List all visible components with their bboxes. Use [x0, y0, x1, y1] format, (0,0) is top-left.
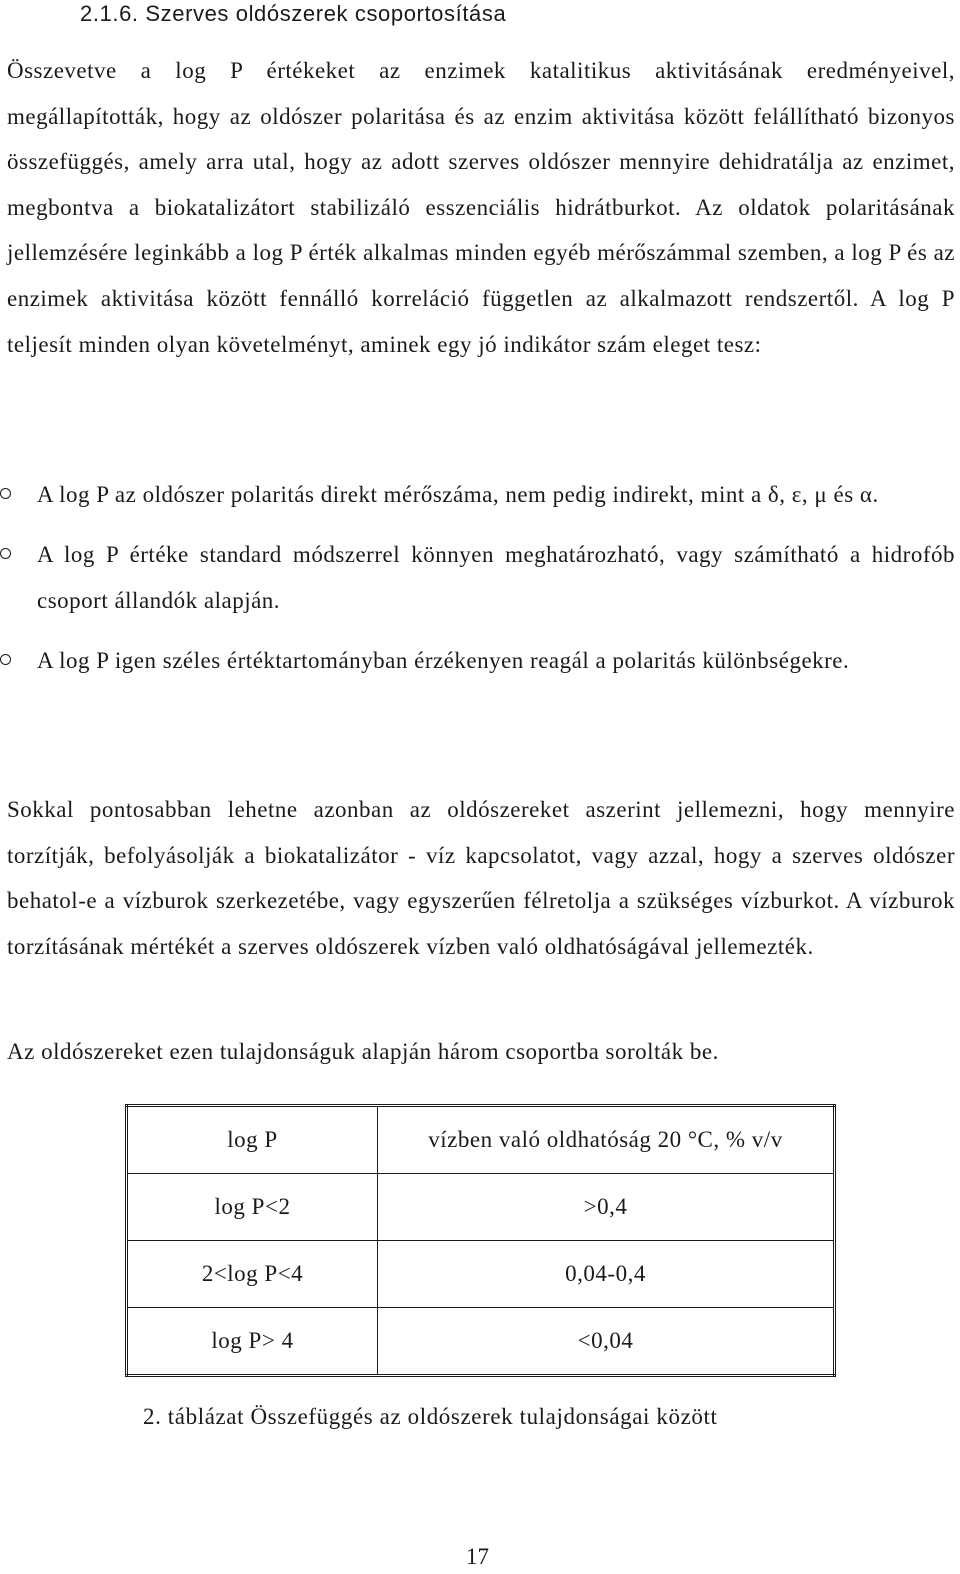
table-cell: log P<2: [127, 1174, 378, 1241]
bullet-text: A log P igen széles értéktartományban érzékenyen reagál a polaritás különbségekre.: [37, 647, 850, 673]
table-cell: <0,04: [378, 1308, 835, 1376]
body-paragraph-1: Összevetve a log P értékeket az enzimek katalitikus aktivitásának eredményeivel, megállapították, hogy az oldószer polaritása és az enzim aktivitása között felállítható bizonyos összefüggés, amely arra utal, hogy az adott szerves oldószer mennyire dehidratálja az enzimet, megbontva a biokatalizátort stabilizáló esszenciális hidrátburkot. Az oldatok polaritásának jellemzésére leginkább a log P érték alkalmas minden egyéb mérőszámmal szemben, a log P és az enzimek aktivitása között fennálló korreláció független az alkalmazott rendszertől. A log P teljesít minden olyan követelményt, aminek egy jó indikátor szám eleget tesz:: [7, 58, 955, 357]
bullet-icon: [0, 548, 11, 559]
bullet-item: [0, 472, 955, 518]
table-cell: >0,4: [378, 1174, 835, 1241]
table-row: [127, 1308, 835, 1376]
table-header-row: [127, 1106, 835, 1174]
table-cell: 0,04-0,4: [378, 1241, 835, 1308]
table-row: [127, 1241, 835, 1308]
bullet-text: A log P az oldószer polaritás direkt mérőszáma, nem pedig indirekt, mint a δ, ε, μ és α.: [37, 482, 879, 507]
table-cell: log P: [127, 1106, 378, 1174]
body-paragraph-2: Sokkal pontosabban lehetne azonban az oldószereket aszerint jellemezni, hogy mennyire torzítják, befolyásolják a biokatalizátor - víz kapcsolatot, vagy azzal, hogy a szerves oldószer behatol-e a vízburok szerkezetébe, vagy egyszerűen félretolja a szükséges vízburkot. A vízburok torzításának mértékét a szerves oldószerek vízben való oldhatóságával jellemezték.: [7, 797, 955, 959]
page-number: 17: [466, 1544, 489, 1569]
bullet-icon: [0, 488, 11, 499]
body-paragraph-3: Az oldószereket ezen tulajdonságuk alapján három csoportba sorolták be.: [7, 1039, 719, 1064]
bullet-list: [0, 472, 955, 684]
bullet-icon: [0, 654, 11, 665]
bullet-text: A log P értéke standard módszerrel könnyen meghatározható, vagy számítható a hidrofób csoport állandók alapján.: [37, 542, 955, 613]
table-cell: 2<log P<4: [127, 1241, 378, 1308]
table-cell: vízben való oldhatóság 20 °C, % v/v: [378, 1106, 835, 1174]
table-cell: log P> 4: [127, 1308, 378, 1376]
bullet-item: [0, 638, 955, 684]
solvent-table: [125, 1104, 836, 1377]
section-heading: 2.1.6. Szerves oldószerek csoportosítása: [80, 1, 507, 26]
table-row: [127, 1174, 835, 1241]
bullet-item: [0, 532, 955, 623]
table-caption: 2. táblázat Összefüggés az oldószerek tulajdonságai között: [143, 1404, 718, 1429]
